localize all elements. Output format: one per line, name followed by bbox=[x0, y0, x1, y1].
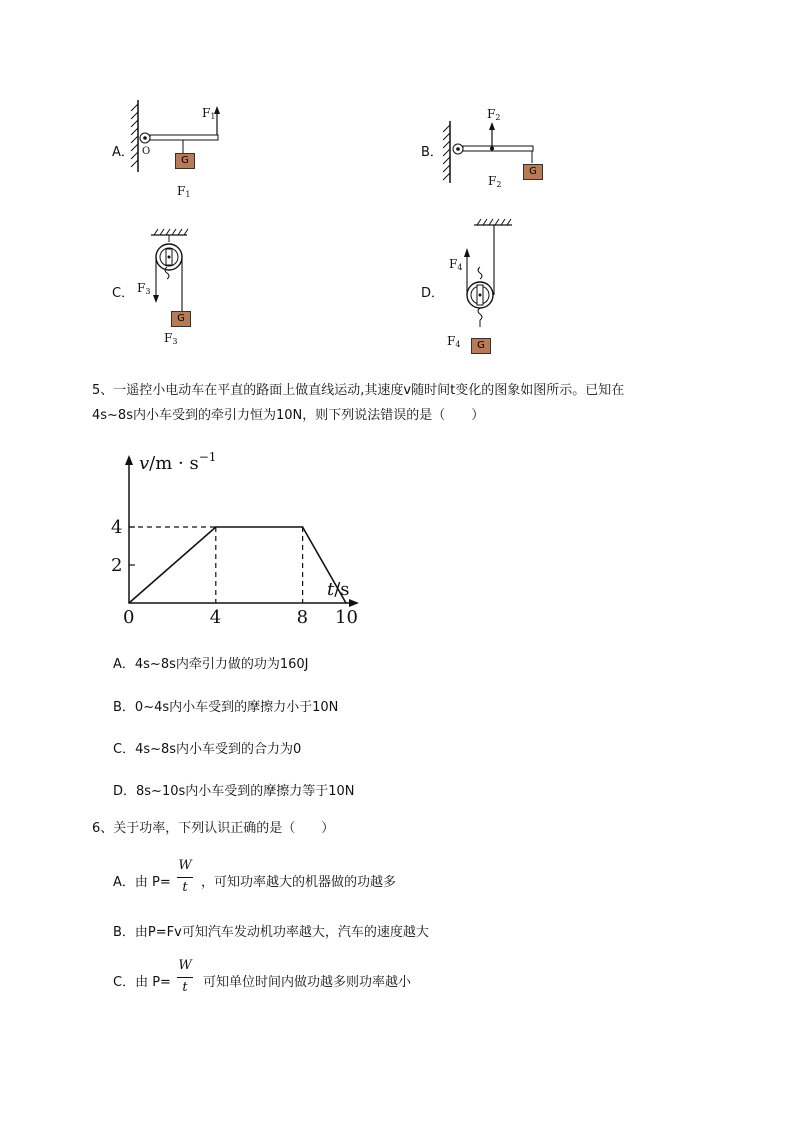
fraction-bar bbox=[177, 877, 193, 878]
weight-c: G bbox=[171, 311, 191, 327]
data-point bbox=[345, 602, 347, 604]
y-axis-label: $v/m \cdot s^{-1}$ bbox=[139, 450, 217, 474]
weight-b: G bbox=[523, 164, 543, 180]
q5-option-d[interactable]: D．8s~10s内小车受到的摩擦力等于10N bbox=[113, 784, 355, 799]
x-tick-label: 8 bbox=[296, 607, 309, 628]
data-point bbox=[128, 602, 130, 604]
x-axis-label: t/s bbox=[327, 579, 350, 600]
force-f2-label: $F_2$ bbox=[487, 107, 501, 122]
q5-option-c[interactable]: C．4s~8s内小车受到的合力为0 bbox=[113, 742, 302, 757]
weight-d: G bbox=[471, 338, 491, 354]
q6-option-b[interactable]: B．由P=Fv可知汽车发动机功率越大，汽车的速度越大 bbox=[113, 925, 429, 940]
fraction-numerator: W bbox=[178, 958, 192, 973]
q6-option-c-suffix: 可知单位时间内做功越多则功率越小 bbox=[203, 975, 412, 990]
q6-option-a-prefix: A．由 P= bbox=[113, 875, 171, 890]
data-point bbox=[302, 526, 304, 528]
caption-f2: $F_2$ bbox=[488, 174, 502, 189]
figure-b-letter: B． bbox=[421, 145, 443, 160]
force-f1-label: $F_1$ bbox=[202, 106, 216, 121]
figure-c-letter: C． bbox=[112, 286, 135, 301]
q5-stem-line1: 5、一遥控小电动车在平直的路面上做直线运动,其速度v随时间t变化的图象如图所示。已知在 bbox=[92, 383, 625, 398]
q5-option-b[interactable]: B．0~4s内小车受到的摩擦力小于10N bbox=[113, 700, 339, 715]
data-point bbox=[215, 526, 217, 528]
q5-option-a[interactable]: A．4s~8s内牵引力做的功为160J bbox=[113, 657, 309, 672]
caption-f3: $F_3$ bbox=[164, 331, 178, 346]
movable-pulley-diagram bbox=[460, 215, 520, 340]
fraction-denominator: t bbox=[182, 980, 188, 995]
figure-a-letter: A． bbox=[112, 145, 134, 160]
q5-stem-line2: 4s~8s内小车受到的牵引力恒为10N，则下列说法错误的是（ ） bbox=[92, 408, 485, 423]
fixed-pulley-diagram bbox=[145, 225, 205, 317]
force-f4-label: $F_4$ bbox=[449, 257, 463, 272]
y-tick-label: 2 bbox=[111, 555, 123, 576]
force-f3-label: $F_3$ bbox=[137, 281, 151, 296]
x-tick-label: 4 bbox=[209, 607, 222, 628]
x-tick-label: 10 bbox=[335, 607, 358, 628]
q6-stem: 6、关于功率，下列认识正确的是（ ） bbox=[92, 821, 335, 836]
caption-f4: $F_4$ bbox=[447, 334, 461, 349]
y-tick-label: 4 bbox=[111, 517, 123, 538]
x-tick-label: 0 bbox=[123, 607, 135, 628]
q6-option-a-suffix: ，可知功率越大的机器做的功越多 bbox=[201, 875, 397, 890]
fraction-denominator: t bbox=[182, 880, 188, 895]
figure-d-letter: D． bbox=[421, 286, 445, 301]
caption-f1: $F_1$ bbox=[177, 184, 191, 199]
velocity-time-chart bbox=[105, 445, 375, 630]
weight-a: G bbox=[175, 153, 195, 169]
velocity-series-line bbox=[129, 527, 346, 603]
fraction-numerator: W bbox=[178, 858, 192, 873]
pivot-o-label: O bbox=[142, 146, 151, 157]
fraction-bar bbox=[177, 977, 193, 978]
q6-option-c-prefix: C．由 P= bbox=[113, 975, 171, 990]
